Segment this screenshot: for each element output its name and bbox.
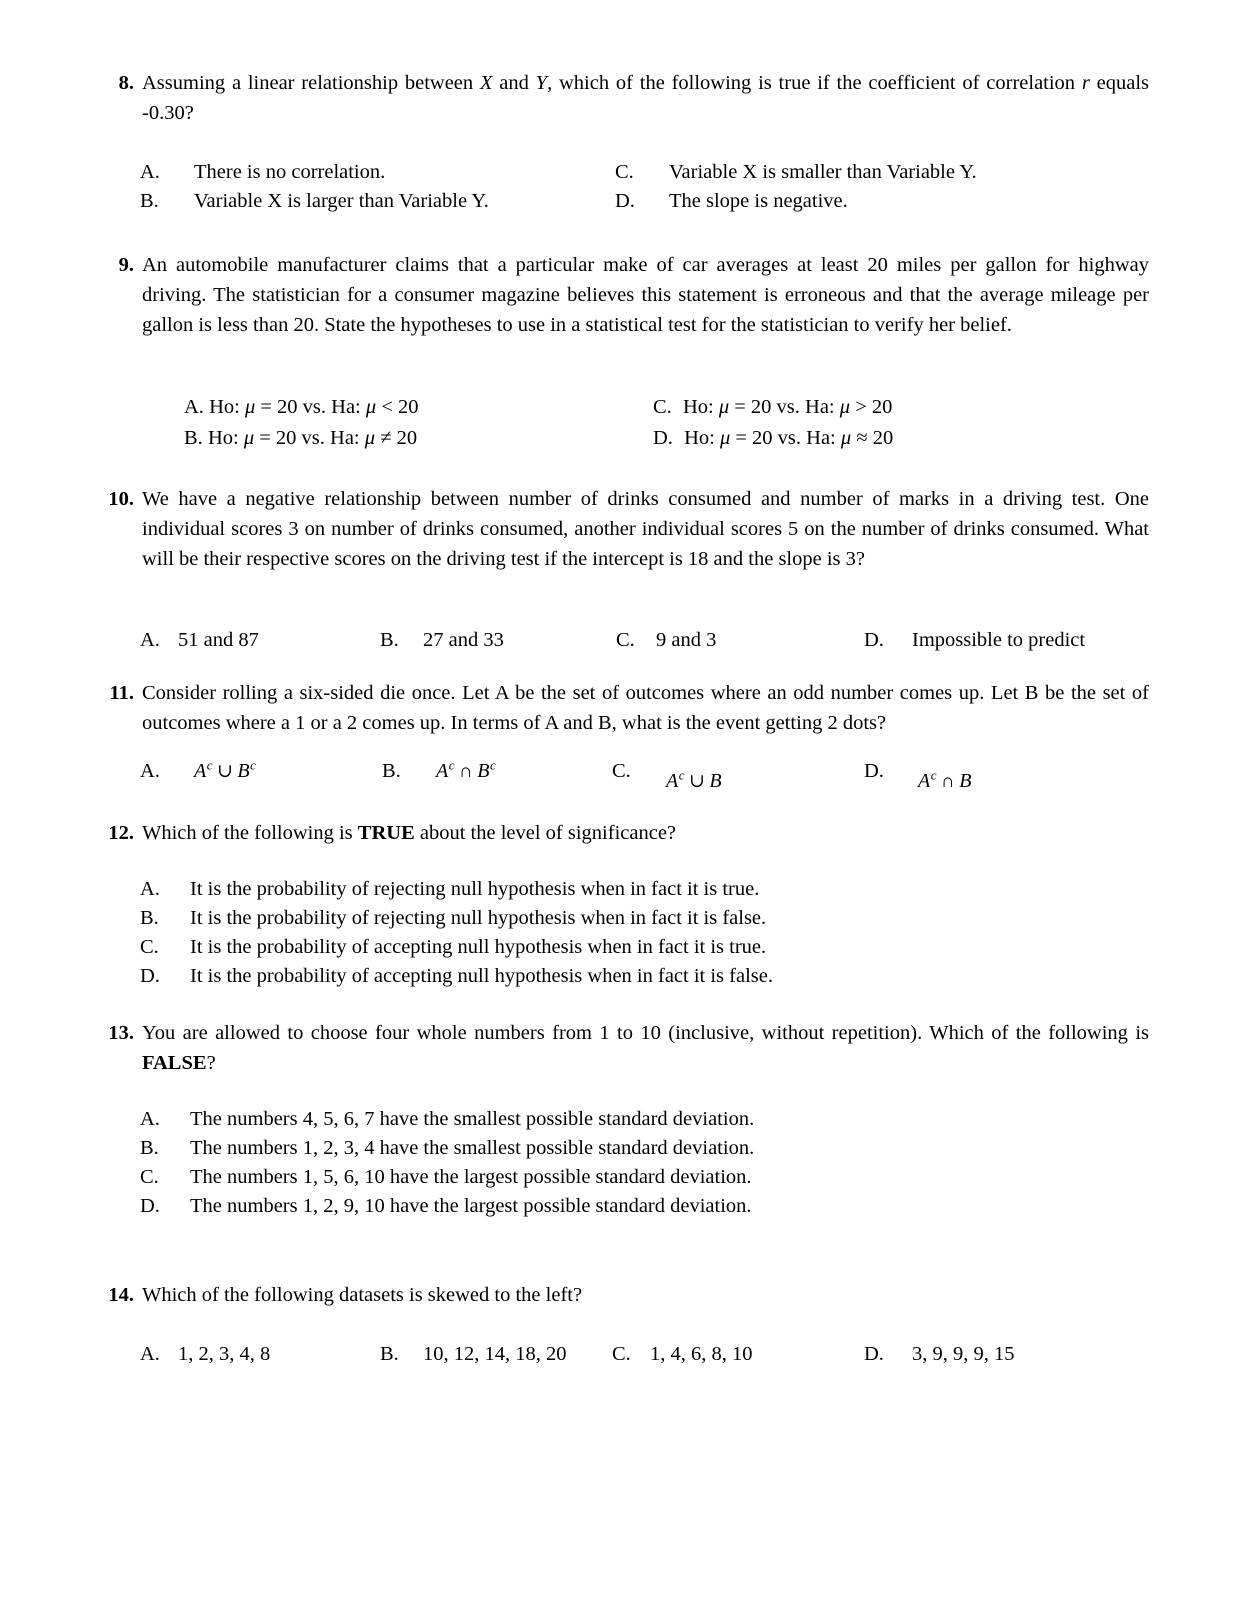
option-text: Ho: μ = 20 vs. Ha: μ > 20 (682, 396, 893, 418)
question-11-option-c[interactable] (612, 757, 722, 796)
option-label: C. (612, 1343, 631, 1365)
option-text: Ho: μ = 20 vs. Ha: μ ≠ 20 (207, 427, 418, 449)
emphasis-false: FALSE (142, 1052, 207, 1074)
question-13-number: 13. (108, 1022, 134, 1044)
option-label: D. (615, 190, 635, 212)
option-row (104, 1163, 1149, 1192)
question-11-option-d[interactable] (864, 757, 972, 796)
option-text: 10, 12, 14, 18, 20 (423, 1343, 567, 1365)
question-10-option-d[interactable] (864, 626, 1085, 655)
option-label: C. (653, 396, 672, 418)
option-label: B. (140, 1137, 159, 1159)
option-label: C. (140, 1166, 159, 1188)
option-text: The numbers 4, 5, 6, 7 have the smallest possible standard deviation. (190, 1108, 755, 1130)
question-14-option-a[interactable] (140, 1340, 270, 1369)
question-8-option-b[interactable] (140, 187, 489, 216)
question-14-text: Which of the following datasets is skewed to the left? (142, 1284, 583, 1306)
option-label: B. (184, 427, 203, 449)
question-9-number: 9. (118, 254, 134, 276)
option-label: C. (612, 760, 631, 782)
question-12-option-b[interactable] (140, 904, 1149, 933)
question-10-option-a[interactable] (140, 626, 259, 655)
question-12 (104, 818, 1149, 848)
option-text: 51 and 87 (178, 629, 259, 651)
mu-symbol: μ (243, 427, 255, 449)
question-11-options (104, 757, 1149, 795)
option-row (104, 626, 1149, 655)
option-text: The numbers 1, 5, 6, 10 have the largest possible standard deviation. (190, 1166, 752, 1188)
set-expression: $A^c$ ∩ $B^c$ (436, 757, 497, 782)
option-row (104, 962, 1149, 991)
question-13 (104, 1018, 1149, 1078)
question-9-option-d[interactable] (653, 424, 893, 453)
set-expression: $A^c$ ∪ B (666, 767, 723, 792)
question-10-stem (104, 484, 1149, 574)
question-8-option-c[interactable] (615, 158, 977, 187)
question-13-options (104, 1105, 1149, 1221)
question-8 (104, 68, 1149, 128)
mu-symbol: μ (719, 427, 731, 449)
option-label: A. (140, 878, 160, 900)
question-11-option-b[interactable] (382, 757, 496, 786)
option-row (104, 904, 1149, 933)
mu-symbol: μ (365, 396, 377, 418)
question-11-stem (104, 678, 1149, 738)
question-9-option-c[interactable] (653, 393, 892, 422)
option-text: The numbers 1, 2, 9, 10 have the largest possible standard deviation. (190, 1195, 752, 1217)
question-12-stem (104, 818, 1149, 848)
option-text: Ho: μ = 20 vs. Ha: μ ≈ 20 (684, 427, 894, 449)
option-text: 1, 4, 6, 8, 10 (650, 1343, 753, 1365)
question-9-options (104, 393, 1149, 455)
question-14-stem (104, 1280, 1149, 1310)
question-12-option-d[interactable] (140, 962, 1149, 991)
question-11-text: Consider rolling a six-sided die once. Let A be the set of outcomes where an odd number comes up. Let B be the set of outcomes where a 1 or a 2 comes up. In terms of A and B, what is the event getting 2 dots? (142, 682, 1149, 734)
option-text: Ho: μ = 20 vs. Ha: μ < 20 (209, 396, 419, 418)
set-operator: ∪ (217, 761, 234, 782)
option-row (104, 1105, 1149, 1134)
question-14-number: 14. (108, 1284, 134, 1306)
question-14-option-d[interactable] (864, 1340, 1015, 1369)
question-12-text: Which of the following is TRUE about the level of significance? (142, 822, 677, 844)
question-14-option-b[interactable] (380, 1340, 567, 1369)
option-row (104, 158, 1149, 187)
question-11 (104, 678, 1149, 738)
option-text: 1, 2, 3, 4, 8 (178, 1343, 271, 1365)
question-12-option-c[interactable] (140, 933, 1149, 962)
question-13-stem (104, 1018, 1149, 1078)
option-label: B. (380, 629, 399, 651)
variable-x: X (479, 72, 493, 94)
option-label: A. (184, 396, 204, 418)
option-text: Variable X is smaller than Variable Y. (669, 161, 977, 183)
mu-symbol: μ (364, 427, 376, 449)
option-label: A. (140, 161, 160, 183)
option-row (104, 757, 1149, 795)
option-label: B. (380, 1343, 399, 1365)
option-label: D. (864, 629, 884, 651)
question-14 (104, 1280, 1149, 1310)
option-row (104, 1340, 1149, 1369)
option-row (104, 424, 1149, 455)
question-9-option-b[interactable] (184, 424, 417, 453)
question-13-option-a[interactable] (140, 1105, 1149, 1134)
option-text: It is the probability of accepting null hypothesis when in fact it is false. (190, 965, 773, 987)
set-expression: $A^c$ ∩ B (918, 767, 972, 792)
question-14-options (104, 1340, 1149, 1369)
option-label: B. (140, 907, 159, 929)
question-11-option-a[interactable] (140, 757, 256, 786)
question-10 (104, 484, 1149, 574)
question-13-option-c[interactable] (140, 1163, 1149, 1192)
question-8-option-a[interactable] (140, 158, 385, 187)
set-operator: ∪ (689, 771, 706, 792)
question-9-text: An automobile manufacturer claims that a particular make of car averages at least 20 miles per gallon for highway driving. The statistician for a consumer magazine believes this statement is erroneous and that the average mileage per gallon is less than 20. State the hypotheses to use in a statistical test for the statistician to verify her belief. (142, 254, 1149, 336)
mu-symbol: μ (244, 396, 256, 418)
set-operator: ∩ (459, 761, 474, 782)
question-12-options (104, 875, 1149, 991)
option-label: D. (140, 965, 160, 987)
option-row (104, 187, 1149, 216)
option-text: It is the probability of accepting null hypothesis when in fact it is true. (190, 936, 767, 958)
question-8-options (104, 158, 1149, 216)
emphasis-true: TRUE (357, 822, 415, 844)
question-14-option-c[interactable] (612, 1340, 753, 1369)
question-13-option-d[interactable] (140, 1192, 1149, 1221)
option-label: D. (864, 760, 884, 782)
question-13-text: You are allowed to choose four whole numbers from 1 to 10 (inclusive, without repetition). Which of the following is FALSE? (142, 1022, 1149, 1074)
option-text: The slope is negative. (669, 190, 848, 212)
question-9 (104, 250, 1149, 340)
option-row (104, 393, 1149, 424)
option-text: Impossible to predict (912, 629, 1086, 651)
mu-symbol: μ (718, 396, 730, 418)
question-10-option-c[interactable] (616, 626, 716, 655)
option-text: 9 and 3 (656, 629, 717, 651)
option-row (104, 933, 1149, 962)
option-label: A. (140, 1108, 160, 1130)
option-label: A. (140, 629, 160, 651)
set-expression: $A^c$ ∪ $B^c$ (194, 757, 257, 782)
option-label: D. (864, 1343, 884, 1365)
question-8-text: Assuming a linear relationship between X and Y, which of the following is true if the coefficient of correlation r equals -0.30? (142, 72, 1150, 124)
variable-y: Y (535, 72, 548, 94)
question-8-stem (104, 68, 1149, 128)
option-label: C. (616, 629, 635, 651)
question-8-option-d[interactable] (615, 187, 848, 216)
question-10-text: We have a negative relationship between number of drinks consumed and number of marks in a driving test. One individual scores 3 on number of drinks consumed, another individual scores 5 on the number of drinks consumed. What will be their respective scores on the driving test if the intercept is 18 and the slope is 3? (142, 488, 1149, 570)
option-label: C. (140, 936, 159, 958)
option-text: It is the probability of rejecting null hypothesis when in fact it is false. (190, 907, 767, 929)
question-9-stem (104, 250, 1149, 340)
question-8-number: 8. (118, 72, 134, 94)
question-9-option-a[interactable] (184, 393, 419, 422)
question-10-number: 10. (108, 488, 134, 510)
question-13-option-b[interactable] (140, 1134, 1149, 1163)
mu-symbol: μ (840, 427, 852, 449)
option-text: 3, 9, 9, 9, 15 (912, 1343, 1015, 1365)
question-10-options (104, 626, 1149, 655)
question-10-option-b[interactable] (380, 626, 504, 655)
question-12-option-a[interactable] (140, 875, 1149, 904)
option-text: The numbers 1, 2, 3, 4 have the smallest possible standard deviation. (190, 1137, 755, 1159)
option-row (104, 1192, 1149, 1221)
option-text: Variable X is larger than Variable Y. (194, 190, 489, 212)
question-11-number: 11. (109, 682, 134, 704)
option-label: D. (653, 427, 673, 449)
variable-r: r (1081, 72, 1090, 94)
option-label: B. (382, 760, 401, 782)
option-text: It is the probability of rejecting null hypothesis when in fact it is true. (190, 878, 760, 900)
set-operator: ∩ (941, 771, 956, 792)
option-label: A. (140, 760, 160, 782)
option-row (104, 875, 1149, 904)
option-text: There is no correlation. (194, 161, 386, 183)
option-label: B. (140, 190, 159, 212)
option-label: D. (140, 1195, 160, 1217)
mu-symbol: μ (839, 396, 851, 418)
option-label: A. (140, 1343, 160, 1365)
option-label: C. (615, 161, 634, 183)
option-row (104, 1134, 1149, 1163)
question-12-number: 12. (108, 822, 134, 844)
option-text: 27 and 33 (423, 629, 504, 651)
